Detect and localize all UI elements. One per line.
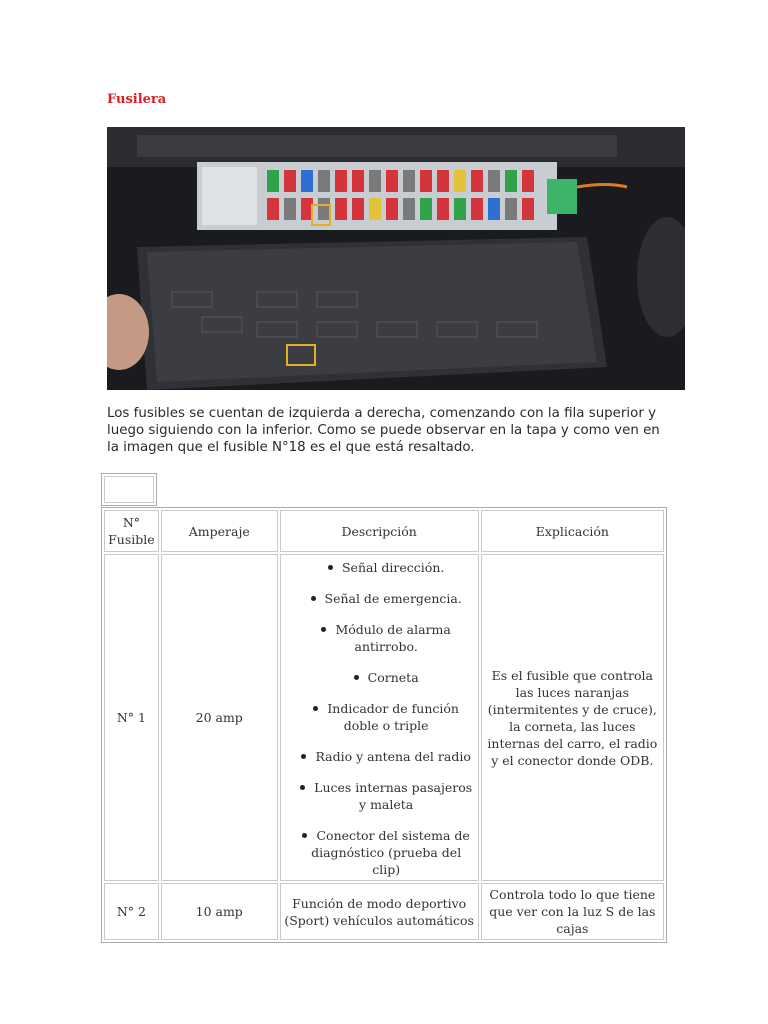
cell-amperaje: 20 amp [161,554,278,881]
fuse-shape [369,198,381,220]
table-header-row [104,510,664,552]
bullet-icon [354,675,359,680]
fuse-shape [352,170,364,192]
bullet-icon [313,706,318,711]
cell-explicacion: Controla todo lo que tiene que ver con la luz S de las cajas [481,883,664,940]
page-title: Fusilera [107,92,167,107]
list-item: Señal dirección. [286,559,473,576]
fuse-shape [403,170,415,192]
cell-explicacion: Es el fusible que controla las luces naranjas (intermitentes y de cruce), la corneta, las luces internas del carro, el radio y el conector donde ODB. [481,554,664,881]
fuse-shape [522,198,534,220]
intro-paragraph: Los fusibles se cuentan de izquierda a derecha, comenzando con la fila superior y luego siguiendo con la inferior. Como se puede observar en la tapa y como ven en la imagen que el fusible N°18 es el que está resaltado. [107,406,660,455]
fuse-box-photo [107,127,685,390]
fuse-shape [420,198,432,220]
cell-numero: N° 1 [104,554,159,881]
fuse-shape [386,198,398,220]
fuse-shape [369,170,381,192]
cell-amperaje: 10 amp [161,883,278,940]
fuse-shape [267,170,279,192]
list-item: Luces internas pasajeros y maleta [286,779,473,813]
fuse-shape [437,170,449,192]
fuse-shape [471,170,483,192]
header-amperaje: Amperaje [161,510,278,552]
cell-descripcion [280,554,479,881]
table-row [104,554,664,881]
fuse-shape [335,198,347,220]
fuse-shape [284,170,296,192]
bullet-icon [328,565,333,570]
fuse-shape [352,198,364,220]
list-item: Conector del sistema de diagnóstico (prueba del clip) [286,827,473,878]
description-list [282,559,477,878]
list-item: Corneta [286,669,473,686]
cell-numero: N° 2 [104,883,159,940]
fuse-shape [284,198,296,220]
fuse-shape [420,170,432,192]
fuse-shape [505,198,517,220]
fuse-box-illustration [107,127,685,390]
list-item: Señal de emergencia. [286,590,473,607]
fuse-table [101,507,667,943]
fuse-shape [335,170,347,192]
list-item: Radio y antena del radio [286,748,473,765]
list-item: Indicador de función doble o triple [286,700,473,734]
header-numero: N° Fusible [104,510,159,552]
header-descripcion: Descripción [280,510,479,552]
empty-table-cell [101,473,157,506]
bullet-icon [321,627,326,632]
fuse-shape [488,170,500,192]
fuse-shape [471,198,483,220]
fuse-shape [437,198,449,220]
bullet-icon [302,833,307,838]
fuse-shape [403,198,415,220]
bullet-icon [301,754,306,759]
table-row [104,883,664,940]
fuse-shape [454,198,466,220]
fuse-shape [318,198,330,220]
fuse-shape [505,170,517,192]
bullet-icon [300,785,305,790]
fuse-shape [267,198,279,220]
bullet-icon [311,596,316,601]
list-item: Módulo de alarma antirrobo. [286,621,473,655]
fuse-shape [318,170,330,192]
fuse-shape [454,170,466,192]
fuse-shape [488,198,500,220]
fuse-shape [301,170,313,192]
cell-descripcion: Función de modo deportivo (Sport) vehículos automáticos [280,883,479,940]
fuse-shape [522,170,534,192]
header-explicacion: Explicación [481,510,664,552]
fuse-shape [386,170,398,192]
